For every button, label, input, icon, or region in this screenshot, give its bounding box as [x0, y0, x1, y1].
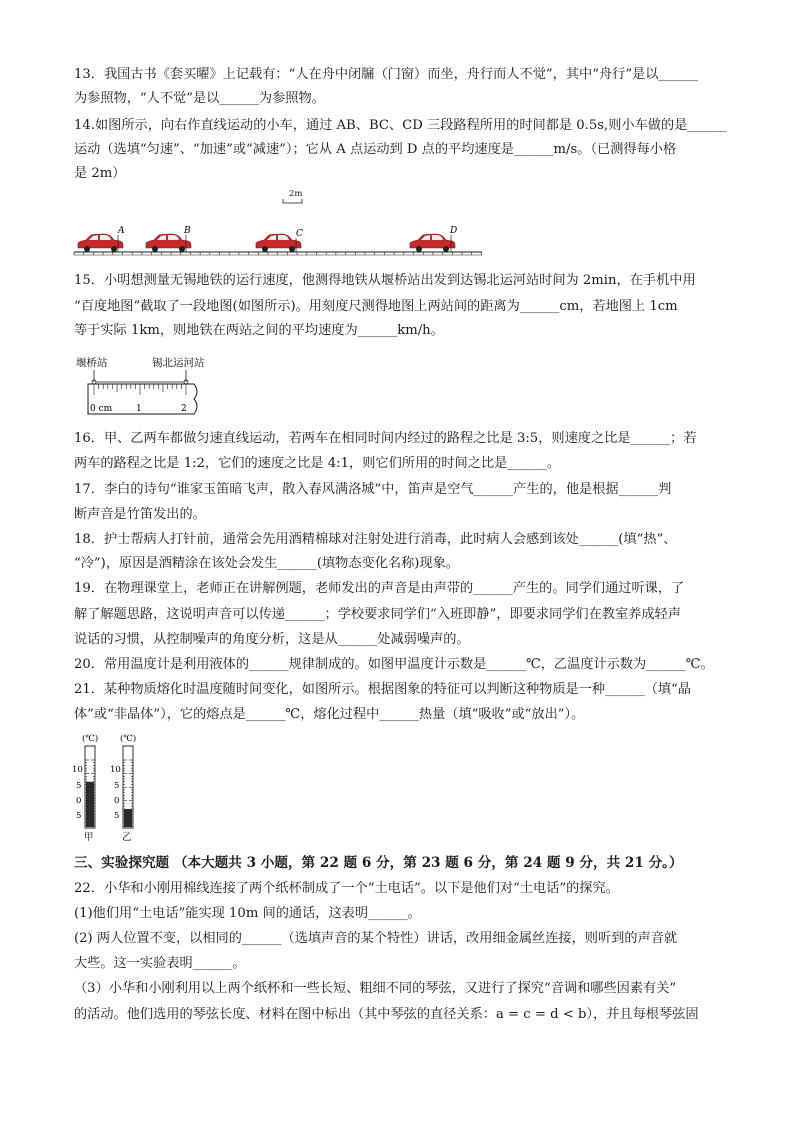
fig14-car-track	[70, 186, 490, 258]
q22-line-4: 大些。这一实验表明______。	[74, 956, 246, 971]
q15-line-2: “百度地图”截取了一段地图(如图所示)。用刻度尺测得地图上两站间的距离为______cm，若地图上 1cm	[74, 299, 678, 314]
q16-line-1: 16．甲、乙两车都做匀速直线运动，若两车在相同时间内经过的路程之比是 3:5，则速度之比是______；若	[74, 431, 697, 446]
q19-line-2: 解了解题思路，这说明声音可以传递______；学校要求同学们“入班即静”，即要求同学们在教室养成轻声	[74, 607, 681, 622]
q13-line-2: 为参照物，“人不觉”是以______为参照物。	[74, 91, 325, 106]
fig20-liquid-yi	[124, 809, 132, 827]
fig20-unit-right: (℃)	[120, 734, 137, 744]
fig20-tick-neg5: 5	[76, 811, 82, 821]
fig14-point-d: D	[450, 226, 458, 236]
fig14-car-a	[78, 234, 123, 252]
q21-line-1: 21．某种物质熔化时温度随时间变化，如图所示。根据图象的特征可以判断这种物质是一种______（填“晶	[74, 682, 691, 697]
fig20-liquid-jia	[86, 782, 94, 827]
fig20-tick-neg5-b: 5	[114, 811, 120, 821]
fig14-car-b	[146, 234, 191, 252]
q22-line-5: （3）小华和小刚利用以上两个纸杯和一些长短、粗细不同的琴弦，又进行了探究“音调和哪些因素有关”	[74, 981, 677, 996]
q18-line-1: 18．护士帮病人打针前，通常会先用酒精棉球对注射处进行消毒，此时病人会感到该处______(填“热”、	[74, 532, 677, 547]
q21-line-2: 体”或“非晶体”），它的熔点是______℃，熔化过程中______热量（填“吸收”或“放出”）。	[74, 707, 585, 722]
fig15-station-right: 锡北运河站	[152, 357, 205, 369]
fig15-ruler-label-2: 2	[181, 404, 187, 414]
q15-line-1: 15．小明想测量无锡地铁的运行速度，他测得地铁从堰桥站出发到达锡北运河站时间为 2min，在手机中用	[74, 273, 696, 288]
fig14-scale-label: 2m	[289, 189, 303, 199]
fig14-car-c	[256, 234, 301, 252]
fig14-point-b: B	[184, 226, 191, 236]
fig20-tick-5-b: 5	[114, 781, 120, 791]
fig14-point-a: A	[118, 226, 125, 236]
q22-line-6: 的活动。他们选用的琴弦长度、材料在图中标出（其中琴弦的直径关系：a = c = d < b），并且每根琴弦固	[74, 1007, 699, 1022]
fig15-ruler-label-0: 0 cm	[90, 404, 113, 414]
q18-line-2: “冷”)，原因是酒精涂在该处会发生______(填物态变化名称)现象。	[74, 556, 459, 571]
fig15-ruler-label-1: 1	[136, 404, 142, 414]
fig20-tick-0: 0	[76, 796, 82, 806]
fig15-station-left: 堰桥站	[76, 357, 108, 369]
q22-line-3: (2) 两人位置不变，以相同的______（选填声音的某个特性）讲话，改用细金属丝连接，则听到的声音就	[74, 931, 678, 946]
q19-line-1: 19．在物理课堂上，老师正在讲解例题，老师发出的声音是由声带的______产生的。同学们通过听课，了	[74, 581, 685, 596]
fig15-map-ruler	[74, 352, 234, 418]
fig20-label-jia: 甲	[84, 832, 94, 843]
fig20-tick-0-b: 0	[114, 796, 120, 806]
fig20-thermometers	[70, 730, 150, 844]
q22-line-1: 22．小华和小刚用棉线连接了两个纸杯制成了一个“土电话”。以下是他们对“土电话”的探究。	[74, 881, 619, 896]
q17-line-1: 17．李白的诗句“谁家玉笛暗飞声，散入春风满洛城”中，笛声是空气______产生的，他是根据______判	[74, 482, 672, 497]
fig20-tick-5: 5	[76, 781, 82, 791]
q15-line-3: 等于实际 1km，则地铁在两站之间的平均速度为______km/h。	[74, 323, 444, 338]
q14-line-1: 14.如图所示，向右作直线运动的小车，通过 AB、BC、CD 三段路程所用的时间都是 0.5s,则小车做的是______	[74, 118, 727, 133]
fig20-tick-10-b: 10	[110, 765, 121, 775]
fig20-label-yi: 乙	[122, 832, 132, 843]
q20-line-1: 20．常用温度计是利用液体的______规律制成的。如图甲温度计示数是______℃，乙温度计示数为______℃。	[74, 657, 714, 672]
fig14-point-c: C	[296, 229, 303, 239]
q19-line-3: 说话的习惯，从控制噪声的角度分析，这是从______处减弱噪声的。	[74, 632, 470, 647]
fig14-car-d	[410, 234, 455, 252]
fig20-tick-10: 10	[72, 765, 83, 775]
q22-line-2: (1)他们用“土电话”能实现 10m 间的通话，这表明______。	[74, 906, 421, 921]
q14-line-2: 运动（选填“匀速”、“加速”或“减速”）；它从 A 点运动到 D 点的平均速度是______m/s。（已测得每小格	[74, 142, 677, 157]
q17-line-2: 断声音是竹笛发出的。	[74, 507, 206, 522]
q16-line-2: 两车的路程之比是 1:2，它们的速度之比是 4:1，则它们所用的时间之比是______。	[74, 456, 561, 471]
fig20-unit-left: (℃)	[82, 734, 99, 744]
q13-line-1: 13．我国古书《套买曜》上记载有：“人在舟中闭牖（门窗）而坐，舟行而人不觉”，其中“舟行”是以______	[74, 67, 698, 82]
q14-line-3: 是 2m）	[74, 166, 126, 181]
section-3-title: 三、实验探究题 （本大题共 3 小题，第 22 题 6 分，第 23 题 6 分，第 24 题 9 分，共 21 分。）	[74, 855, 683, 871]
